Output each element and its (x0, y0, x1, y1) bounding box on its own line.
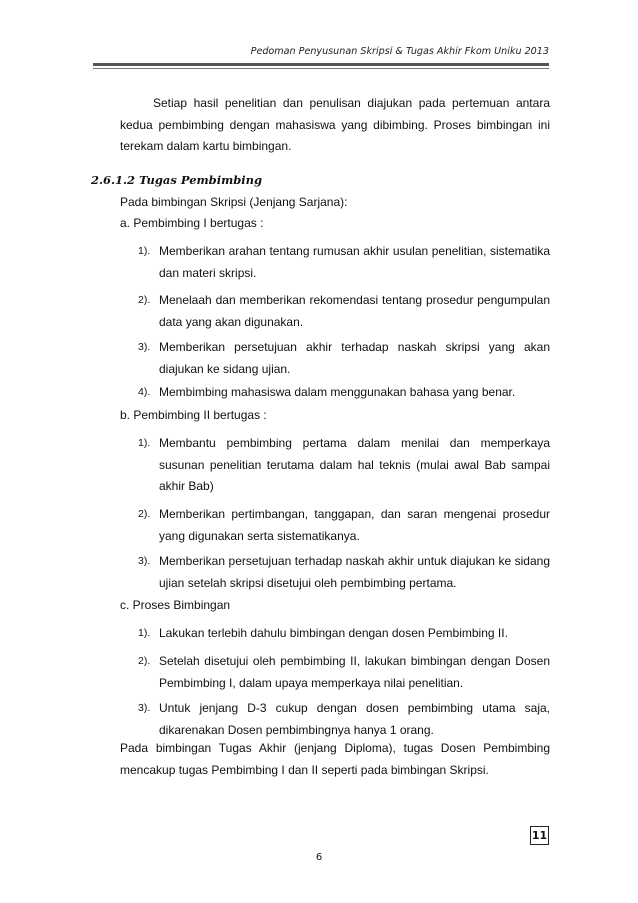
section-lead: Pada bimbingan Skripsi (Jenjang Sarjana): (120, 195, 348, 209)
list-item-text: Memberikan arahan tentang rumusan akhir usulan penelitian, sistematika dan materi skripsi. (159, 244, 550, 280)
group-a-label: a. Pembimbing I bertugas : (120, 216, 264, 230)
list-item-number: 3). (138, 341, 151, 353)
group-c-label: c. Proses Bimbingan (120, 598, 231, 612)
list-item-number: 2). (138, 508, 151, 520)
running-header: Pedoman Penyusunan Skripsi & Tugas Akhir Fkom Uniku 2013 (250, 46, 549, 57)
list-item-number: 3). (138, 555, 151, 567)
list-item-number: 4). (138, 386, 151, 398)
group-b-label: b. Pembimbing II bertugas : (120, 408, 267, 422)
list-item-text: Memberikan persetujuan akhir terhadap naskah skripsi yang akan diajukan ke sidang ujian. (159, 340, 550, 376)
footer-page-number: 6 (315, 852, 323, 863)
closing-paragraph: Pada bimbingan Tugas Akhir (jenjang Diploma), tugas Dosen Pembimbing mencakup tugas Pembimbing I dan II seperti pada bimbingan Skripsi. (120, 741, 550, 777)
page-number-box: 11 (530, 826, 549, 845)
list-item-number: 1). (138, 437, 151, 449)
section-heading: 2.6.1.2 Tugas Pembimbing (91, 173, 263, 187)
list-item-text: Membantu pembimbing pertama dalam menilai dan memperkaya susunan penelitian terutama dalam hal teknis (mulai awal Bab sampai akhir Bab) (159, 436, 550, 493)
list-item-text: Lakukan terlebih dahulu bimbingan dengan dosen Pembimbing II. (159, 626, 508, 640)
header-rule-thick (93, 63, 549, 66)
list-item-number: 3). (138, 702, 151, 714)
list-item-text: Setelah disetujui oleh pembimbing II, lakukan bimbingan dengan Dosen Pembimbing I, dalam upaya memperkaya nilai penelitian. (159, 654, 550, 690)
list-item-text: Menelaah dan memberikan rekomendasi tentang prosedur pengumpulan data yang akan digunakan. (159, 293, 550, 329)
list-item-number: 1). (138, 245, 151, 257)
list-item-number: 2). (138, 655, 151, 667)
list-item-text: Membimbing mahasiswa dalam menggunakan bahasa yang benar. (159, 385, 516, 399)
list-item-text: Untuk jenjang D-3 cukup dengan dosen pembimbing utama saja, dikarenakan Dosen pembimbingnya hanya 1 orang. (159, 701, 550, 737)
header-rule-thin (93, 68, 549, 69)
list-item-number: 2). (138, 294, 151, 306)
list-item-text: Memberikan persetujuan terhadap naskah akhir untuk diajukan ke sidang ujian setelah skripsi disetujui oleh pembimbing pertama. (159, 554, 550, 590)
list-item-text: Memberikan pertimbangan, tanggapan, dan saran mengenai prosedur yang digunakan serta sistematikanya. (159, 507, 550, 543)
intro-paragraph: Setiap hasil penelitian dan penulisan diajukan pada pertemuan antara kedua pembimbing dengan mahasiswa yang dibimbing. Proses bimbingan ini terekam dalam kartu bimbingan. (120, 96, 550, 153)
list-item-number: 1). (138, 627, 151, 639)
